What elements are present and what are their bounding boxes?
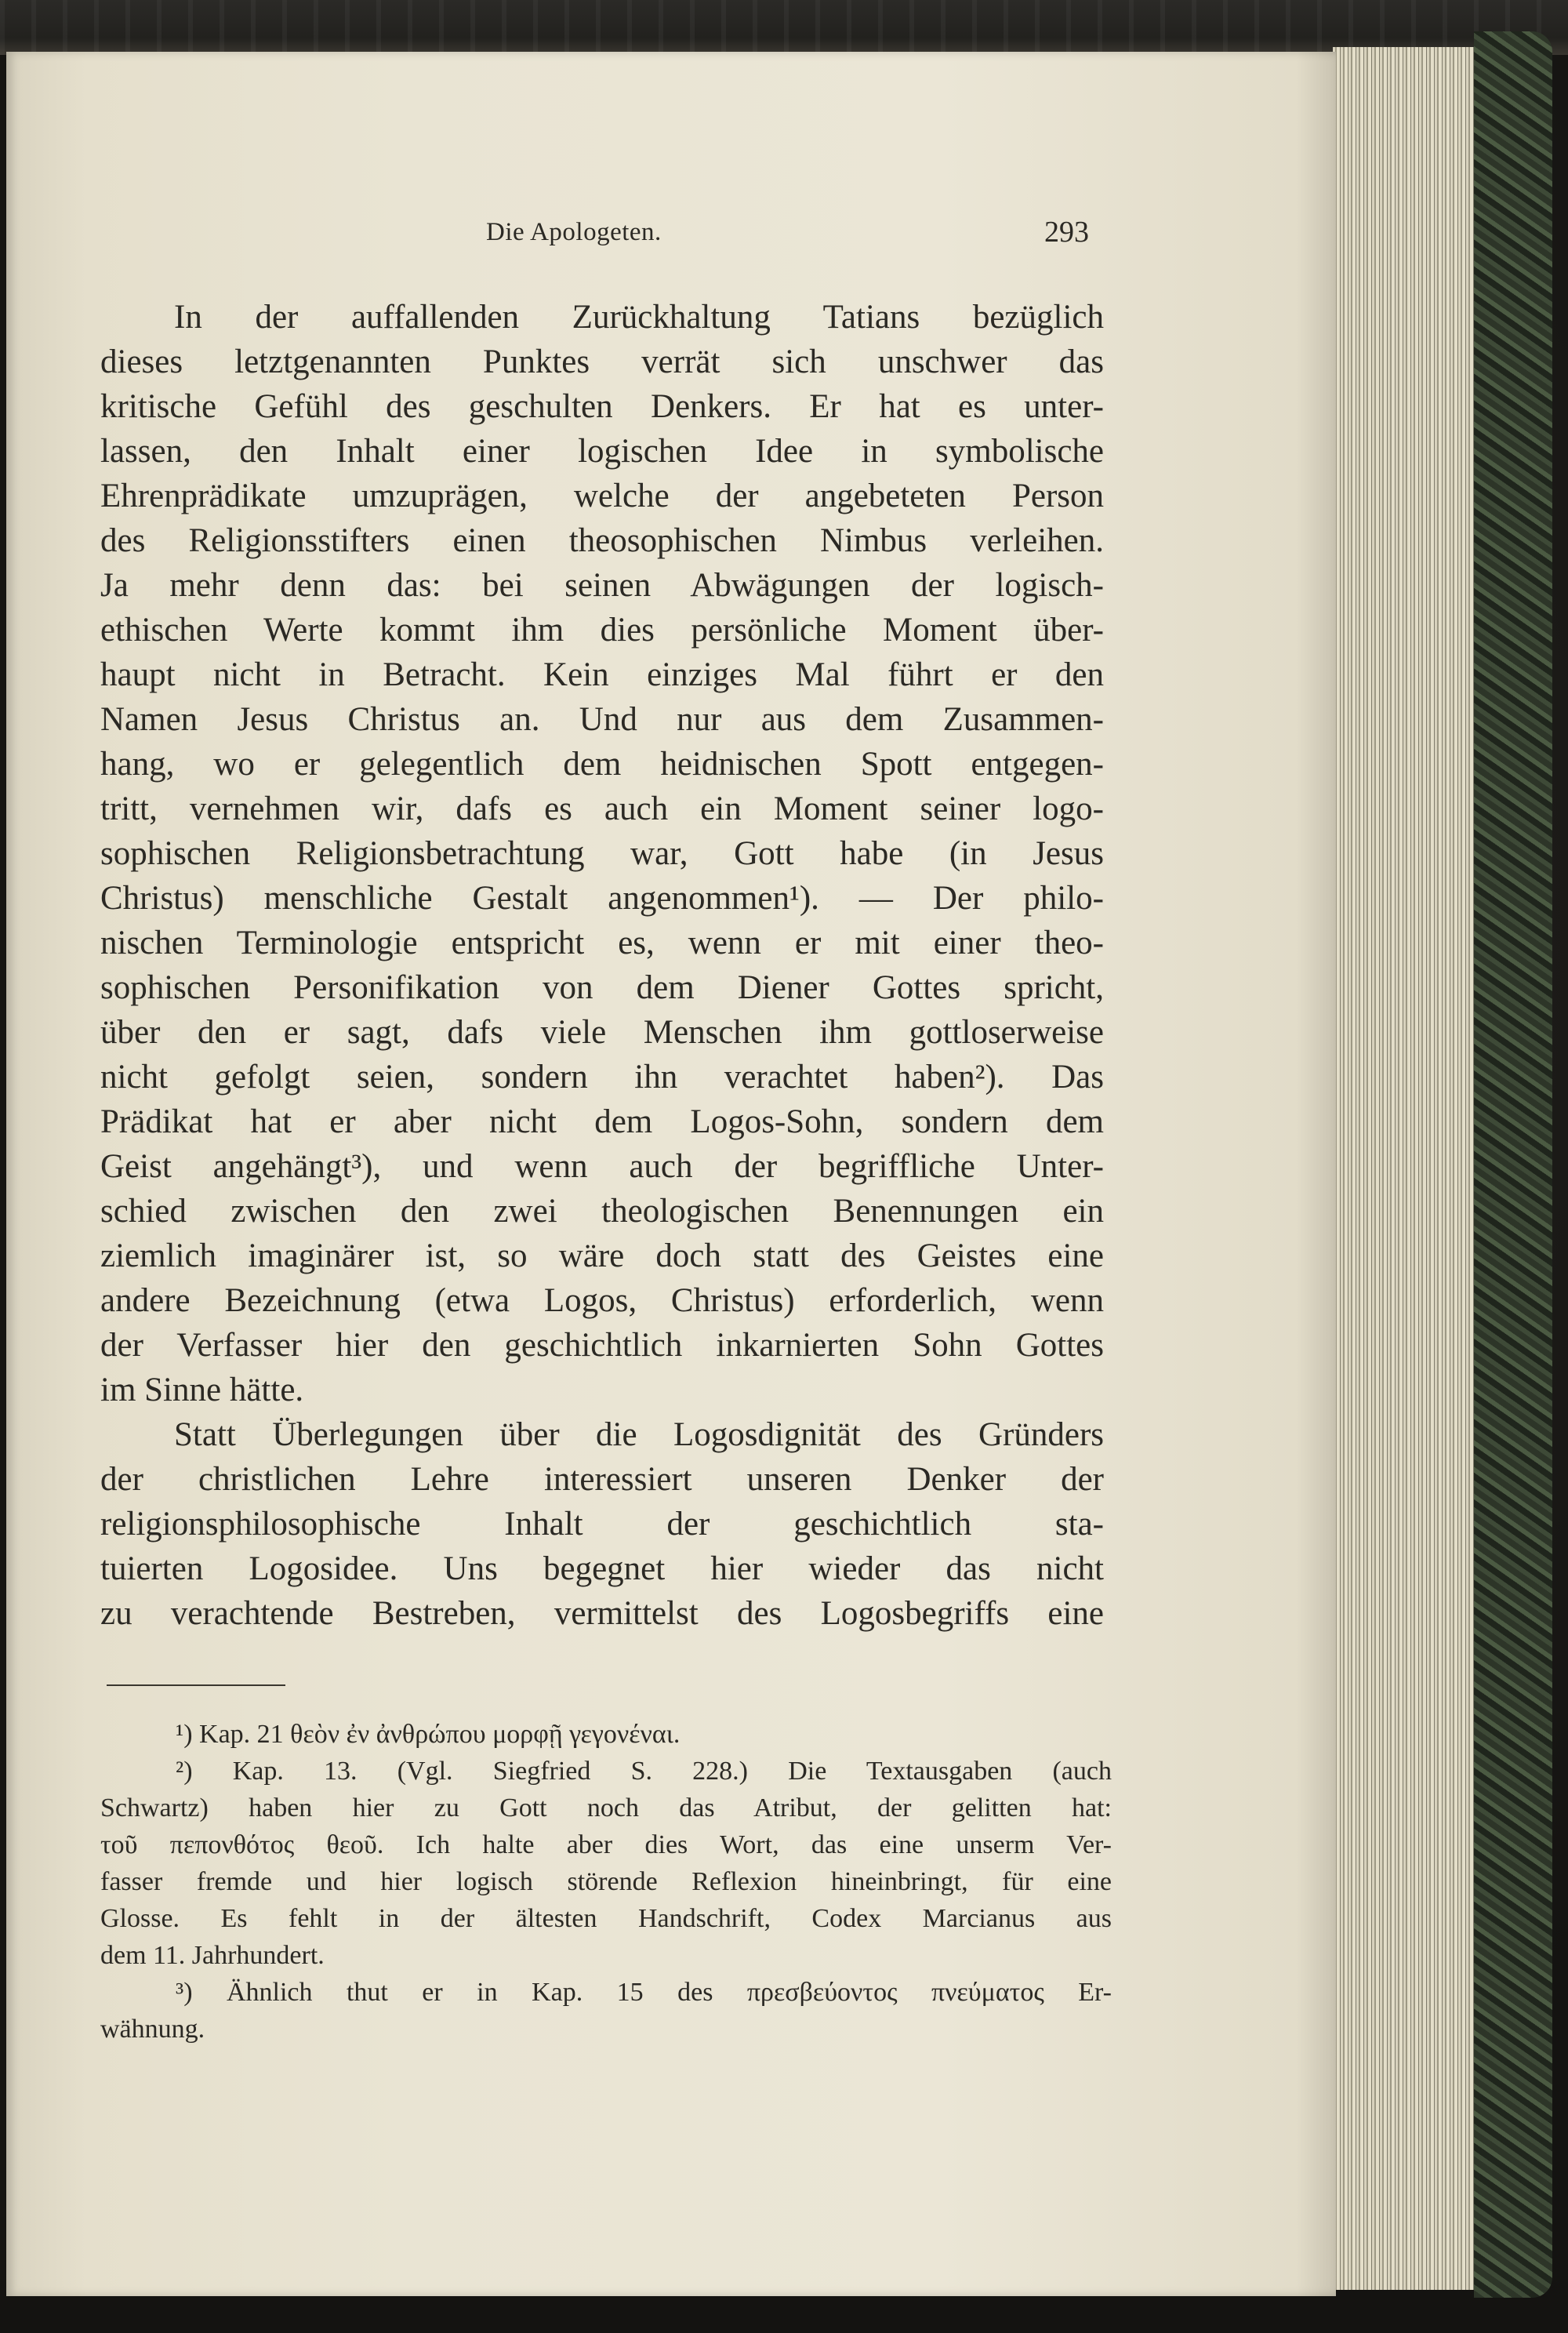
- text-line: schied zwischen den zwei theologischen Benennungen ein: [100, 1193, 1104, 1230]
- footnote-divider: [107, 1684, 285, 1686]
- text-line: Prädikat hat er aber nicht dem Logos-Sohn, sondern dem: [100, 1103, 1104, 1140]
- text-line: tuierten Logosidee. Uns begegnet hier wieder das nicht: [100, 1550, 1104, 1587]
- page-number: 293: [1044, 216, 1089, 249]
- marbled-cover-board: [1474, 31, 1552, 2298]
- footnote-line: dem 11. Jahrhundert.: [100, 1941, 325, 1970]
- text-line: der Verfasser hier den geschichtlich inkarnierten Sohn Gottes: [100, 1327, 1104, 1364]
- text-line: haupt nicht in Betracht. Kein einziges Mal führt er den: [100, 656, 1104, 693]
- text-line: Geist angehängt³), und wenn auch der begriffliche Unter-: [100, 1148, 1104, 1185]
- footnote-line: wähnung.: [100, 2015, 205, 2044]
- text-line: kritische Gefühl des geschulten Denkers. Er hat es unter-: [100, 388, 1104, 425]
- text-line: andere Bezeichnung (etwa Logos, Christus) erforderlich, wenn: [100, 1282, 1104, 1319]
- running-head: Die Apologeten.: [486, 218, 662, 246]
- text-line: Namen Jesus Christus an. Und nur aus dem Zusammen-: [100, 701, 1104, 738]
- text-line: Statt Überlegungen über die Logosdignität des Gründers: [174, 1416, 1104, 1453]
- text-line: In der auffallenden Zurückhaltung Tatians bezüglich: [174, 299, 1104, 336]
- text-line: sophischen Personifikation von dem Diener Gottes spricht,: [100, 969, 1104, 1006]
- text-line: hang, wo er gelegentlich dem heidnischen Spott entgegen-: [100, 746, 1104, 783]
- footnote-line: ³) Ähnlich thut er in Kap. 15 des πρεσβεύοντος πνεύματος Er-: [176, 1978, 1112, 2007]
- text-line: Ehrenprädikate umzuprägen, welche der angebeteten Person: [100, 478, 1104, 514]
- text-line: ziemlich imaginärer ist, so wäre doch statt des Geistes eine: [100, 1237, 1104, 1274]
- text-line: über den er sagt, dafs viele Menschen ihm gottloserweise: [100, 1014, 1104, 1051]
- text-line: Ja mehr denn das: bei seinen Abwägungen der logisch-: [100, 567, 1104, 604]
- footnote-line: Glosse. Es fehlt in der ältesten Handschrift, Codex Marcianus aus: [100, 1904, 1112, 1933]
- text-line: ethischen Werte kommt ihm dies persönliche Moment über-: [100, 612, 1104, 649]
- footnote-line: ¹) Kap. 21 θεὸν ἐν ἀνθρώπου μορφῇ γεγονέναι.: [176, 1720, 681, 1749]
- footnotes: [100, 1716, 1112, 2048]
- text-line: lassen, den Inhalt einer logischen Idee in symbolische: [100, 433, 1104, 470]
- footnote-line: τοῦ πεπονθότος θεοῦ. Ich halte aber dies Wort, das eine unserm Ver-: [100, 1830, 1112, 1859]
- page-edges: [1333, 47, 1474, 2290]
- footnote-line: Schwartz) haben hier zu Gott noch das Atribut, der gelitten hat:: [100, 1793, 1112, 1822]
- body-text: [100, 295, 1104, 1636]
- text-line: zu verachtende Bestreben, vermittelst des Logosbegriffs eine: [100, 1595, 1104, 1632]
- footnote-line: fasser fremde und hier logisch störende Reflexion hineinbringt, für eine: [100, 1867, 1112, 1896]
- text-line: sophischen Religionsbetrachtung war, Gott habe (in Jesus: [100, 835, 1104, 872]
- text-line: der christlichen Lehre interessiert unseren Denker der: [100, 1461, 1104, 1498]
- text-line: dieses letztgenannten Punktes verrät sich unschwer das: [100, 343, 1104, 380]
- text-line: religionsphilosophische Inhalt der geschichtlich sta-: [100, 1506, 1104, 1543]
- text-line: des Religionsstifters einen theosophischen Nimbus verleihen.: [100, 522, 1104, 559]
- text-line: im Sinne hätte.: [100, 1372, 304, 1408]
- text-line: nicht gefolgt seien, sondern ihn verachtet haben²). Das: [100, 1059, 1104, 1096]
- text-line: Christus) menschliche Gestalt angenommen¹). — Der philo-: [100, 880, 1104, 917]
- text-line: nischen Terminologie entspricht es, wenn er mit einer theo-: [100, 925, 1104, 961]
- footnote-line: ²) Kap. 13. (Vgl. Siegfried S. 228.) Die Textausgaben (auch: [176, 1757, 1112, 1786]
- text-line: tritt, vernehmen wir, dafs es auch ein Moment seiner logo-: [100, 790, 1104, 827]
